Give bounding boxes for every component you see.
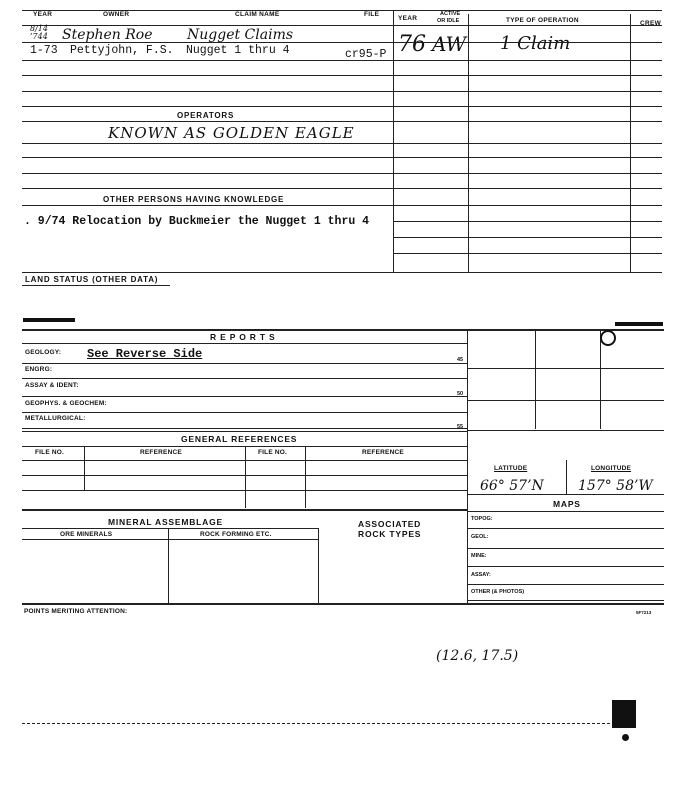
report-label-assay: ASSAY & IDENT: <box>25 382 79 389</box>
maps-assay: ASSAY: <box>471 572 491 578</box>
report-label-geology: GEOLOGY: <box>25 349 62 356</box>
report-num-geology: 45 <box>457 357 464 363</box>
ore-minerals-label: ORE MINERALS <box>60 531 113 538</box>
general-references-title: GENERAL REFERENCES <box>181 434 298 444</box>
genref-col-file-2: FILE NO. <box>258 449 288 456</box>
report-label-metallurgical: METALLURGICAL: <box>25 415 86 422</box>
maps-other: OTHER (& PHOTOS) <box>471 589 525 595</box>
header-claim-name: CLAIM NAME <box>235 11 280 18</box>
coords-annotation-hw: (12.6, 17.5) <box>436 648 519 664</box>
land-status-label: LAND STATUS (OTHER DATA) <box>25 275 159 284</box>
report-value-geology: See Reverse Side <box>87 347 203 361</box>
operators-value-hw: KNOWN AS GOLDEN EAGLE <box>108 124 355 142</box>
genref-col-ref-1: REFERENCE <box>140 449 182 456</box>
entry-claim-hw: Nugget Claims <box>187 27 294 43</box>
entry-operation-hw: 1 Claim <box>500 33 571 54</box>
mineral-assemblage-title: MINERAL ASSEMBLAGE <box>108 517 223 527</box>
entry-date-typed: 1-73 <box>30 44 58 57</box>
entry-active-hw: AW <box>432 32 467 56</box>
rock-forming-label: ROCK FORMING ETC. <box>200 531 272 538</box>
report-label-engrg: ENGRG: <box>25 366 53 373</box>
others-value: . 9/74 Relocation by Buckmeier the Nugget 1 thru 4 <box>24 215 370 228</box>
others-label: OTHER PERSONS HAVING KNOWLEDGE <box>103 195 285 204</box>
maps-mine: MINE: <box>471 553 487 559</box>
points-label: POINTS MERITING ATTENTION: <box>24 608 128 615</box>
report-label-geophys: GEOPHYS. & GEOCHEM: <box>25 400 107 407</box>
associated-rock-types-1: ASSOCIATED <box>358 519 422 529</box>
registration-dot <box>622 734 629 741</box>
header-active-2: OR IDLE <box>437 18 460 24</box>
redaction-bar <box>615 322 663 326</box>
latitude-label: LATITUDE <box>494 465 528 472</box>
report-num-assay: 50 <box>457 391 464 397</box>
redaction-bar <box>23 318 75 322</box>
maps-topog: TOPOG: <box>471 516 493 522</box>
entry-owner-typed: Pettyjohn, F.S. <box>70 44 174 57</box>
header-owner: OWNER <box>103 11 130 18</box>
circle-mark <box>600 330 616 346</box>
header-year: YEAR <box>33 11 53 18</box>
entry-year-hw: 76 <box>398 32 426 57</box>
associated-rock-types-2: ROCK TYPES <box>358 529 422 539</box>
entry-owner-hw: Stephen Roe <box>62 27 153 43</box>
registration-mark <box>612 700 636 728</box>
entry-file-typed: cr95-P <box>345 48 387 61</box>
entry-claim-typed: Nugget 1 thru 4 <box>186 44 290 57</box>
header-crew: CREW <box>640 20 662 27</box>
maps-title: MAPS <box>553 499 581 509</box>
reports-title: R E P O R T S <box>210 332 276 342</box>
maps-geol: GEOL: <box>471 534 489 540</box>
entry-date-hw: 8/14 ’744 <box>30 24 48 41</box>
genref-col-file-1: FILE NO. <box>35 449 65 456</box>
header-type-of-operation: TYPE OF OPERATION <box>506 17 579 24</box>
report-num-metallurgical: 55 <box>457 424 464 430</box>
genref-col-ref-2: REFERENCE <box>362 449 404 456</box>
header-year2: YEAR <box>398 15 418 22</box>
header-active-1: ACTIVE <box>440 11 461 17</box>
header-file: FILE <box>364 11 380 18</box>
longitude-label: LONGITUDE <box>591 465 632 472</box>
form-number: 5F7213 <box>636 610 652 615</box>
longitude-value-hw: 157° 58’W <box>578 478 653 494</box>
latitude-value-hw: 66° 57’N <box>480 478 544 494</box>
operators-label: OPERATORS <box>177 111 235 120</box>
